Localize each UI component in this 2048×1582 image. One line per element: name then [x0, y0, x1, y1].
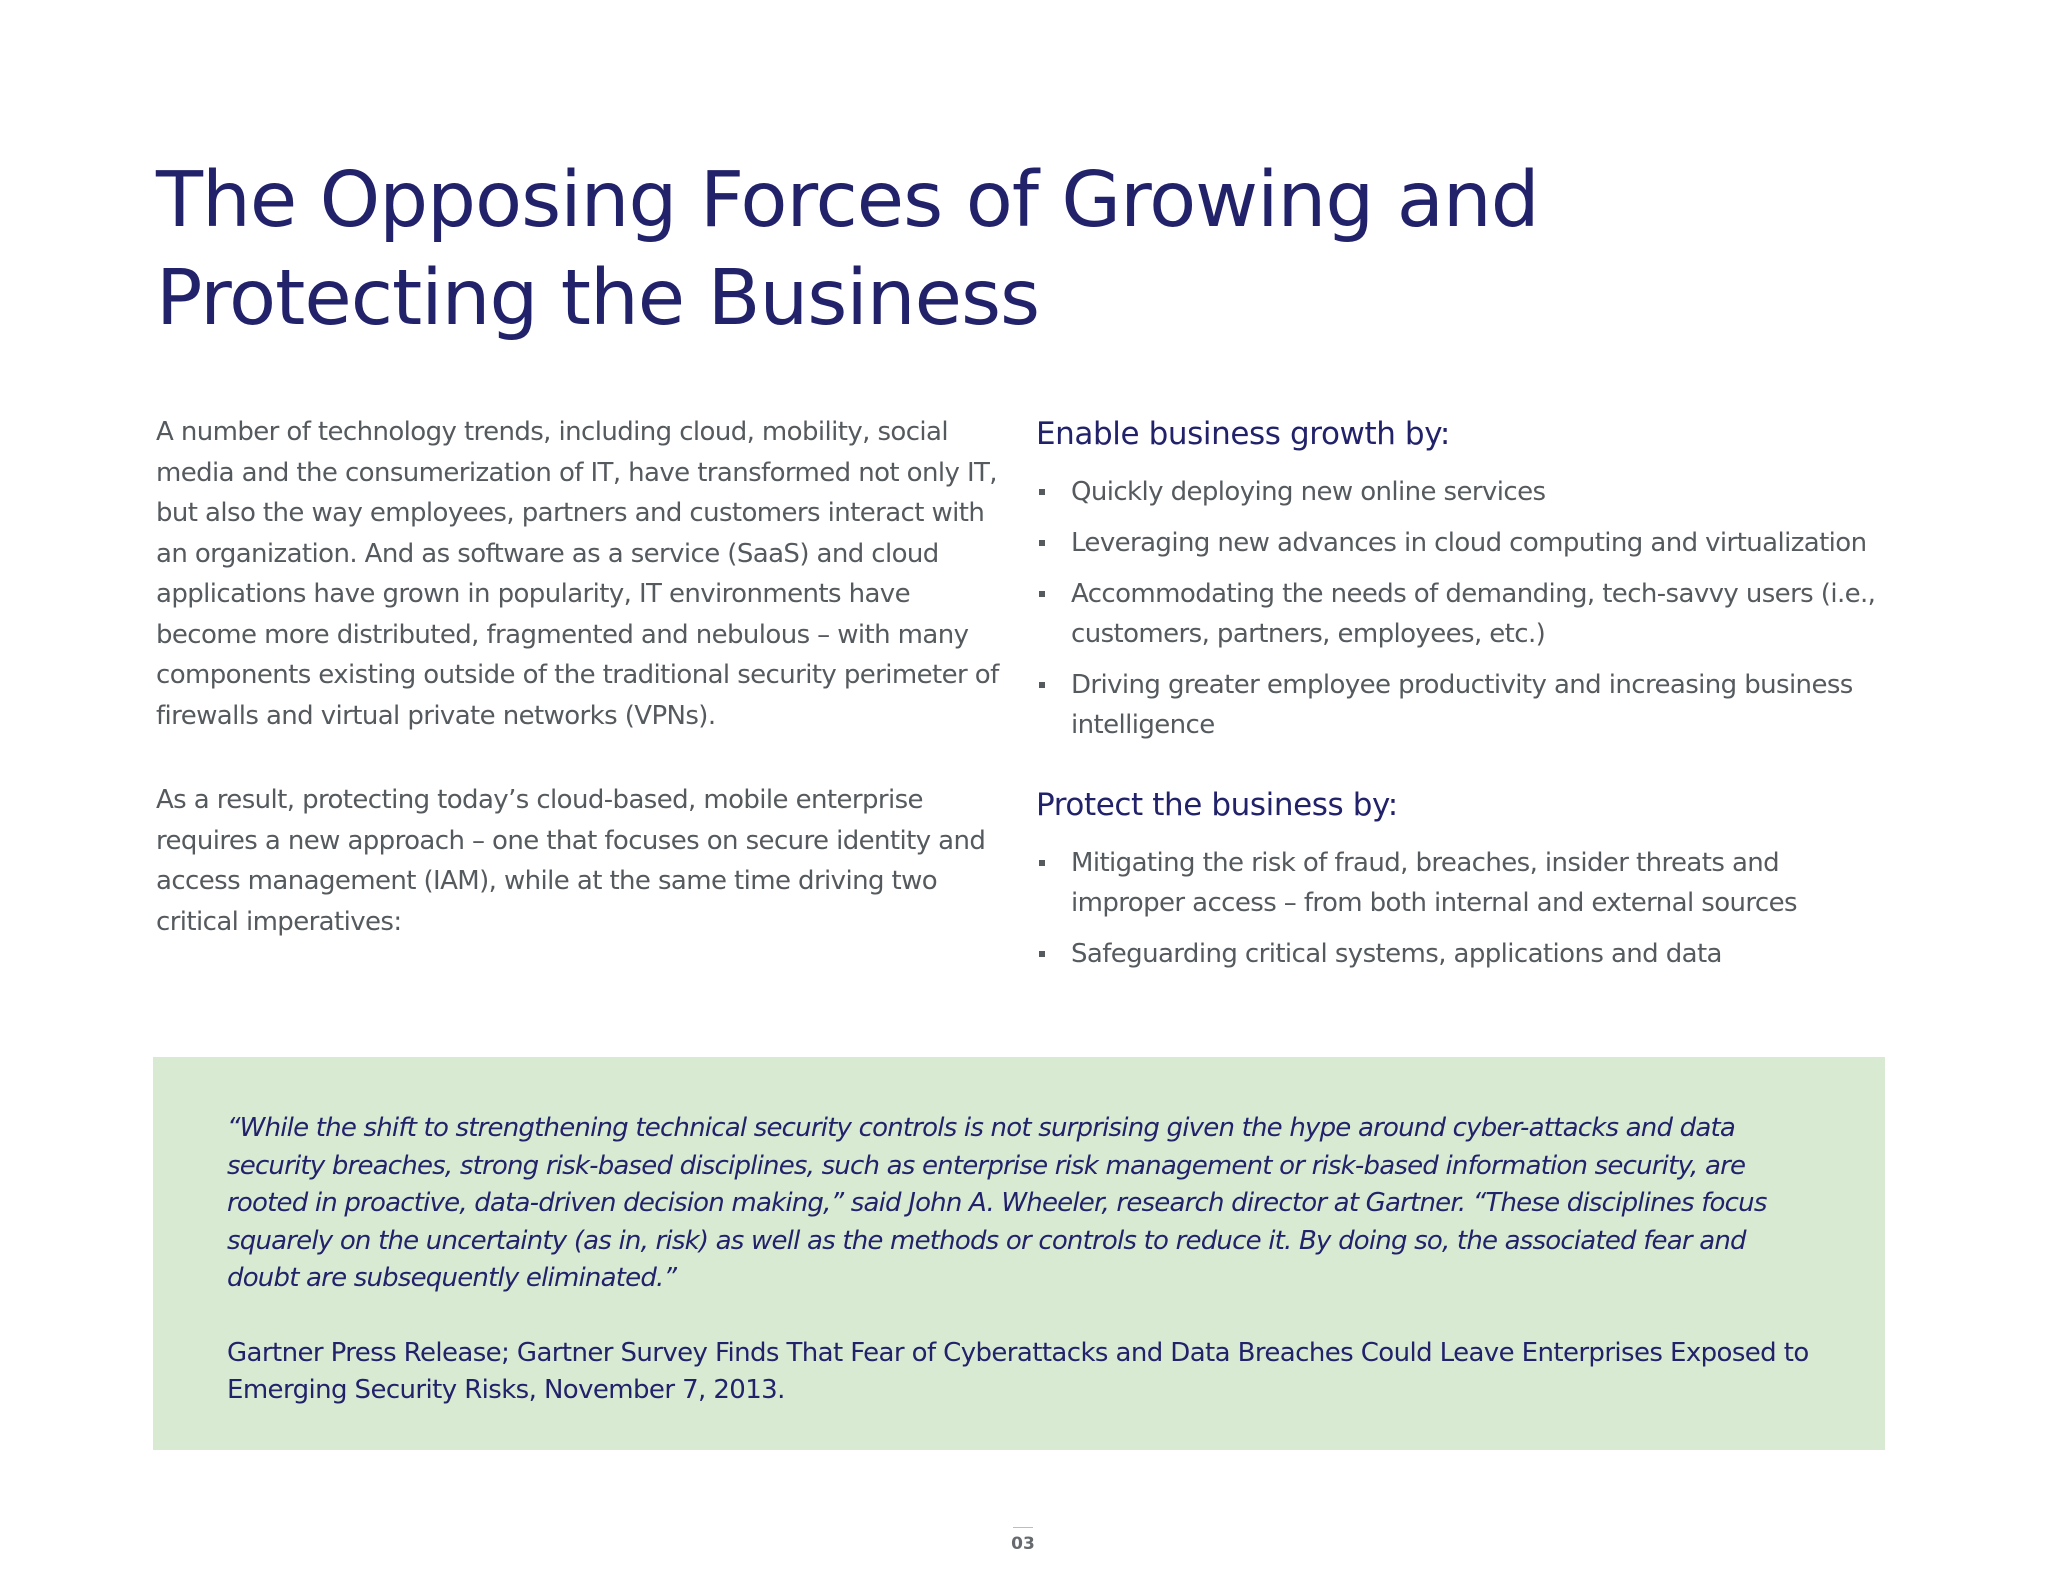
protect-list: [1036, 843, 1896, 974]
growth-heading: Enable business growth by:: [1036, 416, 1450, 452]
quote-text: “While the shift to strengthening technical security controls is not surprising given the hype around cyber-attacks and data security breaches, strong risk-based disciplines, such as enterprise risk management or risk-based information security, are rooted in proactive, data-driven decision making,” said John A. Wheeler, research director at Gartner. “These disciplines focus squarely on the uncertainty (as in, risk) as well as the methods or controls to reduce it. By doing so, the associated fear and doubt are subsequently eliminated.”: [227, 1113, 1767, 1293]
list-item: [1036, 574, 1896, 654]
bullet-square-icon: [1039, 591, 1045, 597]
list-item-text: Safeguarding critical systems, applications and data: [1071, 939, 1722, 969]
intro-column: [156, 412, 1016, 942]
page-title: [156, 152, 1656, 348]
page-title-line-2: Protecting the Business: [156, 254, 1040, 343]
list-item: [1036, 934, 1896, 974]
list-item: [1036, 472, 1896, 512]
bullet-square-icon: [1039, 682, 1045, 688]
list-item-text: Leveraging new advances in cloud computing and virtualization: [1071, 528, 1867, 558]
page-title-line-1: The Opposing Forces of Growing and: [156, 156, 1539, 245]
growth-list: [1036, 472, 1896, 745]
list-item-text: Quickly deploying new online services: [1071, 477, 1546, 507]
list-item-text: Driving greater employee productivity and increasing business intelligence: [1071, 670, 1853, 740]
page-number: 03: [1011, 1534, 1035, 1554]
list-item: [1036, 843, 1896, 923]
intro-paragraph-1: A number of technology trends, including cloud, mobility, social media and the consumerization of IT, have transformed not only IT, but also the way employees, partners and customers interact with an organization. And as software as a service (SaaS) and cloud applications have grown in popularity, IT environments have become more distributed, fragmented and nebulous – with many components existing outside of the traditional security perimeter of firewalls and virtual private networks (VPNs).: [156, 417, 999, 731]
page-number-rule: [1013, 1527, 1033, 1528]
list-item: [1036, 523, 1896, 563]
bullet-square-icon: [1039, 951, 1045, 957]
protect-heading: Protect the business by:: [1036, 787, 1398, 823]
imperatives-column: [1036, 412, 1896, 985]
bullet-square-icon: [1039, 540, 1045, 546]
intro-paragraph-2: As a result, protecting today’s cloud-based, mobile enterprise requires a new approach – one that focuses on secure identity and access management (IAM), while at the same time driving two critical imperatives:: [156, 785, 986, 937]
quote-source: Gartner Press Release; Gartner Survey Finds That Fear of Cyberattacks and Data Breaches Could Leave Enterprises Exposed to Emerging Security Risks, November 7, 2013.: [227, 1337, 1809, 1405]
bullet-square-icon: [1039, 860, 1045, 866]
list-item-text: Accommodating the needs of demanding, tech-savvy users (i.e., customers, partners, employees, etc.): [1071, 579, 1876, 649]
list-item-text: Mitigating the risk of fraud, breaches, insider threats and improper access – from both internal and external sources: [1071, 848, 1797, 918]
bullet-square-icon: [1039, 489, 1045, 495]
quote-callout: [153, 1057, 1885, 1450]
list-item: [1036, 665, 1896, 745]
